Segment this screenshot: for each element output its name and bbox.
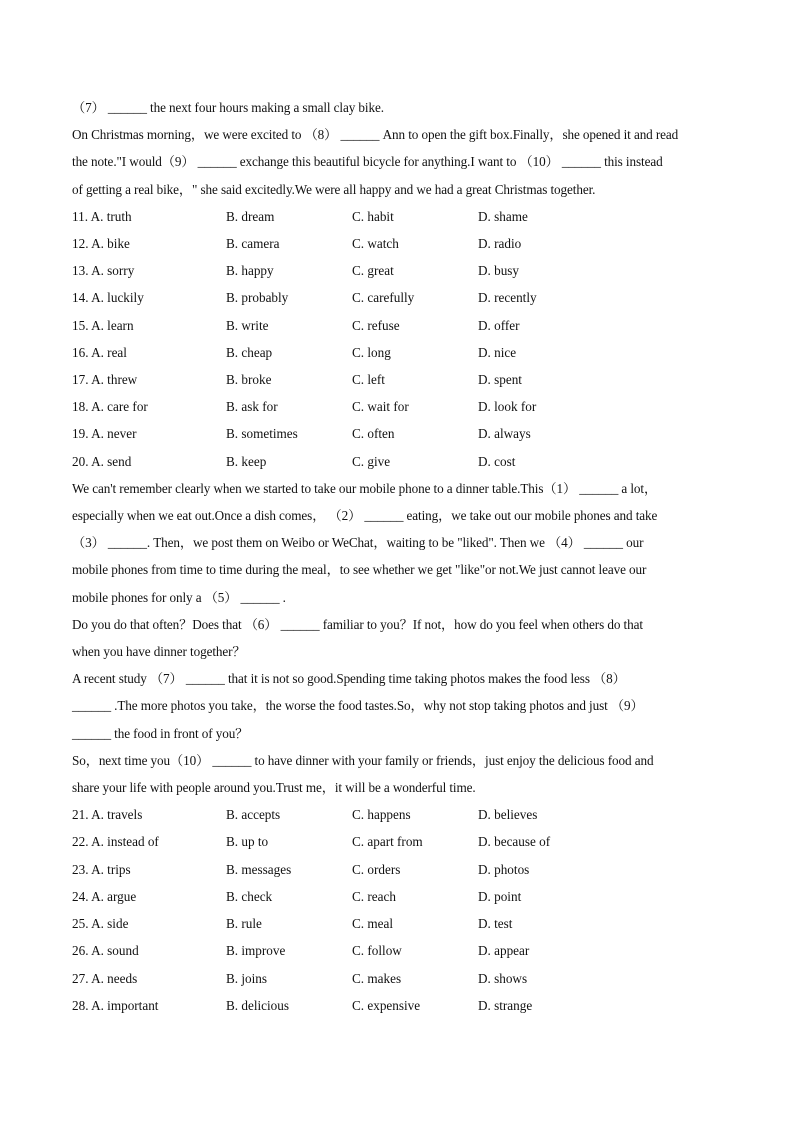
option-d: D. shame bbox=[478, 208, 528, 224]
option-b: B. cheap bbox=[226, 344, 273, 360]
option-a-text: A. sound bbox=[91, 943, 139, 959]
option-b: B. write bbox=[226, 317, 269, 333]
option-a-text: A. luckily bbox=[91, 290, 144, 306]
option-a bbox=[72, 312, 226, 339]
option-c: C. reach bbox=[352, 888, 396, 904]
passage-two bbox=[72, 475, 734, 801]
option-c: C. left bbox=[352, 372, 385, 388]
question-row bbox=[72, 420, 734, 447]
option-c: C. habit bbox=[352, 208, 394, 224]
option-a bbox=[72, 284, 226, 311]
option-a bbox=[72, 366, 226, 393]
option-a bbox=[72, 448, 226, 475]
passage-one-ending bbox=[72, 94, 734, 203]
option-a bbox=[72, 801, 226, 828]
option-a bbox=[72, 393, 226, 420]
question-row bbox=[72, 203, 734, 230]
option-d: D. appear bbox=[478, 943, 530, 959]
option-d: D. test bbox=[478, 916, 513, 932]
option-c: C. refuse bbox=[352, 317, 400, 333]
option-b: B. up to bbox=[226, 834, 269, 850]
question-row bbox=[72, 965, 734, 992]
option-c: C. long bbox=[352, 344, 391, 360]
option-a bbox=[72, 992, 226, 1019]
option-c: C. apart from bbox=[352, 834, 423, 850]
text-line: So，next time you（10） ______ to have dinner with your family or friends，just enjoy the delicious food and bbox=[72, 752, 654, 768]
option-c: C. expensive bbox=[352, 997, 421, 1013]
option-c: C. happens bbox=[352, 807, 411, 823]
text-line: the note."I would（9） ______ exchange this beautiful bicycle for anything.I want to （10） ______ this instead bbox=[72, 154, 663, 170]
option-b: B. dream bbox=[226, 208, 275, 224]
option-d: D. busy bbox=[478, 263, 520, 279]
question-row bbox=[72, 366, 734, 393]
question-number: 12. bbox=[72, 236, 89, 252]
option-c: C. carefully bbox=[352, 290, 415, 306]
option-a-text: A. bike bbox=[91, 236, 130, 252]
question-number: 22. bbox=[72, 834, 89, 850]
option-a-text: A. sorry bbox=[91, 263, 135, 279]
option-c: C. makes bbox=[352, 970, 402, 986]
text-line: A recent study （7） ______ that it is not so good.Spending time taking photos makes the food less （8） bbox=[72, 671, 626, 687]
option-a bbox=[72, 910, 226, 937]
text-line: （3） ______. Then，we post them on Weibo or WeChat，waiting to be "liked". Then we （4） ______ our bbox=[72, 535, 644, 551]
text-line: of getting a real bike，" she said excitedly.We were all happy and we had a great Christmas together. bbox=[72, 181, 596, 197]
question-number: 27. bbox=[72, 970, 89, 986]
option-a-text: A. important bbox=[91, 997, 159, 1013]
option-d: D. spent bbox=[478, 372, 522, 388]
question-number: 28. bbox=[72, 997, 89, 1013]
option-a-text: A. threw bbox=[91, 372, 138, 388]
option-d: D. radio bbox=[478, 236, 522, 252]
question-row bbox=[72, 801, 734, 828]
question-number: 17. bbox=[72, 372, 89, 388]
text-line: mobile phones from time to time during the meal，to see whether we get "like"or not.We just cannot leave our bbox=[72, 562, 647, 578]
option-c: C. orders bbox=[352, 861, 401, 877]
option-d: D. strange bbox=[478, 997, 533, 1013]
question-number: 18. bbox=[72, 399, 89, 415]
question-row bbox=[72, 339, 734, 366]
option-b: B. rule bbox=[226, 916, 262, 932]
option-d: D. offer bbox=[478, 317, 520, 333]
option-d: D. cost bbox=[478, 453, 516, 469]
option-a bbox=[72, 339, 226, 366]
option-a-text: A. truth bbox=[90, 208, 132, 224]
option-c: C. watch bbox=[352, 236, 399, 252]
question-number: 14. bbox=[72, 290, 89, 306]
option-c: C. often bbox=[352, 426, 395, 442]
option-a-text: A. trips bbox=[91, 861, 131, 877]
question-number: 26. bbox=[72, 943, 89, 959]
option-b: B. happy bbox=[226, 263, 274, 279]
option-c: C. give bbox=[352, 453, 391, 469]
question-number: 11. bbox=[72, 208, 88, 224]
option-a bbox=[72, 203, 226, 230]
question-row bbox=[72, 230, 734, 257]
question-number: 20. bbox=[72, 453, 89, 469]
option-b: B. sometimes bbox=[226, 426, 298, 442]
question-set-21-28 bbox=[72, 801, 734, 1019]
question-number: 23. bbox=[72, 861, 89, 877]
text-line: especially when we eat out.Once a dish comes， （2） ______ eating，we take out our mobile phones and take bbox=[72, 508, 658, 524]
option-b: B. accepts bbox=[226, 807, 281, 823]
option-b: B. improve bbox=[226, 943, 286, 959]
option-a-text: A. argue bbox=[91, 888, 137, 904]
option-d: D. believes bbox=[478, 807, 538, 823]
option-b: B. messages bbox=[226, 861, 292, 877]
question-number: 19. bbox=[72, 426, 89, 442]
option-a-text: A. never bbox=[91, 426, 137, 442]
option-a-text: A. instead of bbox=[91, 834, 159, 850]
option-d: D. point bbox=[478, 888, 522, 904]
option-b: B. broke bbox=[226, 372, 272, 388]
option-a-text: A. real bbox=[91, 344, 127, 360]
option-d: D. recently bbox=[478, 290, 537, 306]
question-row bbox=[72, 448, 734, 475]
option-a-text: A. side bbox=[91, 916, 129, 932]
option-a-text: A. care for bbox=[91, 399, 148, 415]
option-b: B. camera bbox=[226, 236, 280, 252]
option-a bbox=[72, 257, 226, 284]
question-row bbox=[72, 828, 734, 855]
option-a-text: A. learn bbox=[91, 317, 134, 333]
option-d: D. always bbox=[478, 426, 531, 442]
option-a bbox=[72, 883, 226, 910]
option-a bbox=[72, 937, 226, 964]
option-b: B. delicious bbox=[226, 997, 290, 1013]
text-line: We can't remember clearly when we started to take our mobile phone to a dinner table.This（1） ______ a lot， bbox=[72, 480, 658, 496]
option-d: D. look for bbox=[478, 399, 537, 415]
question-row bbox=[72, 856, 734, 883]
text-line: when you have dinner together？ bbox=[72, 644, 246, 660]
question-set-11-20 bbox=[72, 203, 734, 475]
option-b: B. ask for bbox=[226, 399, 278, 415]
option-d: D. nice bbox=[478, 344, 517, 360]
question-number: 24. bbox=[72, 888, 89, 904]
option-b: B. probably bbox=[226, 290, 289, 306]
question-row bbox=[72, 910, 734, 937]
option-d: D. because of bbox=[478, 834, 551, 850]
option-a bbox=[72, 828, 226, 855]
question-row bbox=[72, 393, 734, 420]
question-number: 21. bbox=[72, 807, 89, 823]
option-a bbox=[72, 230, 226, 257]
option-b: B. keep bbox=[226, 453, 267, 469]
option-a bbox=[72, 420, 226, 447]
text-line: mobile phones for only a （5） ______ . bbox=[72, 589, 286, 605]
question-row bbox=[72, 937, 734, 964]
option-c: C. follow bbox=[352, 943, 402, 959]
option-c: C. wait for bbox=[352, 399, 409, 415]
text-line: On Christmas morning，we were excited to （8） ______ Ann to open the gift box.Finally，she opened it and read bbox=[72, 127, 679, 143]
option-a-text: A. needs bbox=[91, 970, 138, 986]
question-row bbox=[72, 992, 734, 1019]
option-c: C. great bbox=[352, 263, 394, 279]
option-a bbox=[72, 965, 226, 992]
question-number: 13. bbox=[72, 263, 89, 279]
text-line: share your life with people around you.Trust me，it will be a wonderful time. bbox=[72, 780, 476, 796]
option-a-text: A. send bbox=[91, 453, 132, 469]
option-d: D. shows bbox=[478, 970, 528, 986]
question-row bbox=[72, 284, 734, 311]
option-b: B. joins bbox=[226, 970, 268, 986]
text-line: （7） ______ the next four hours making a small clay bike. bbox=[72, 100, 384, 115]
option-c: C. meal bbox=[352, 916, 394, 932]
question-number: 16. bbox=[72, 344, 89, 360]
option-a-text: A. travels bbox=[91, 807, 143, 823]
question-row bbox=[72, 312, 734, 339]
question-row bbox=[72, 257, 734, 284]
question-row bbox=[72, 883, 734, 910]
text-line: ______ .The more photos you take，the worse the food tastes.So，why not stop taking photos and just （9） bbox=[72, 698, 644, 714]
text-line: ______ the food in front of you？ bbox=[72, 725, 249, 741]
question-number: 25. bbox=[72, 916, 89, 932]
option-b: B. check bbox=[226, 888, 273, 904]
option-d: D. photos bbox=[478, 861, 530, 877]
text-line: Do you do that often？Does that （6） ______ familiar to you？If not，how do you feel when others do that bbox=[72, 616, 643, 632]
option-a bbox=[72, 856, 226, 883]
question-number: 15. bbox=[72, 317, 89, 333]
